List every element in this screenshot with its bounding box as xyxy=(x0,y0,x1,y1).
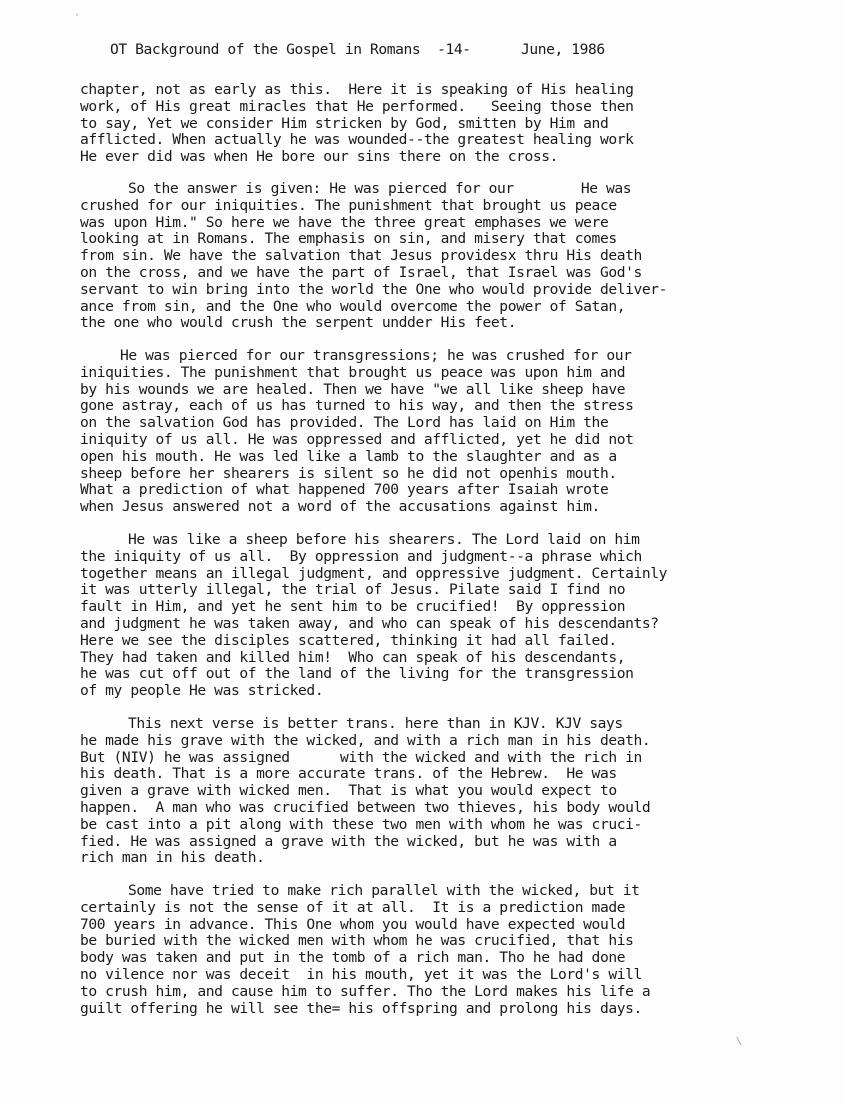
paragraph-1 xyxy=(80,82,634,166)
paragraph-4 xyxy=(80,532,667,700)
text-line: guilt offering he will see the= his offspring and prolong his days. xyxy=(80,999,642,1017)
text-line: together means an illegal judgment, and oppressive judgment. Certainly xyxy=(80,564,668,582)
text-line: to crush him, and cause him to suffer. Tho the Lord makes his life a xyxy=(80,982,651,1000)
text-line: he was cut off out of the land of the living for the transgression xyxy=(80,665,634,683)
paragraph-3 xyxy=(80,348,634,516)
page-number: -14- xyxy=(437,41,471,58)
text-line: servant to win bring into the world the One who would provide deliver- xyxy=(80,280,668,298)
text-line: He was pierced for our transgressions; he was crushed for our xyxy=(120,347,632,364)
page-header xyxy=(110,40,605,60)
text-line: What a prediction of what happened 700 years after Isaiah wrote xyxy=(80,481,609,499)
paragraph-5 xyxy=(80,716,650,867)
paragraph-6 xyxy=(80,883,650,1017)
text-line: his death. That is a more accurate trans. of the Hebrew. He was xyxy=(80,765,617,783)
text-line: when Jesus answered not a word of the accusations against him. xyxy=(80,498,600,516)
text-line: open his mouth. He was led like a lamb to the slaughter and as a xyxy=(80,447,617,465)
paragraph-2 xyxy=(80,181,667,332)
text-line: crushed for our iniquities. The punishment that brought us peace xyxy=(80,196,617,214)
text-line: chapter, not as early as this. Here it is speaking of His healing xyxy=(80,81,634,98)
scan-speck: \ xyxy=(736,1036,742,1047)
text-line: be cast into a pit along with these two men with whom he was cruci- xyxy=(80,815,642,833)
text-line: from sin. We have the salvation that Jesus providesx thru His death xyxy=(80,247,642,265)
document-date: June, 1986 xyxy=(520,41,605,58)
text-line: it was utterly illegal, the trial of Jesus. Pilate said I find no xyxy=(80,581,626,599)
text-line: sheep before her shearers is silent so he did not openhis mouth. xyxy=(80,464,617,482)
text-line: But (NIV) he was assigned with the wicked and with the rich in xyxy=(80,748,642,766)
text-line: He was like a sheep before his shearers. The Lord laid on him xyxy=(128,531,640,548)
text-line: So the answer is given: He was pierced for our He was xyxy=(128,180,632,197)
text-line: fied. He was assigned a grave with the wicked, but he was with a xyxy=(80,832,617,850)
text-line: They had taken and killed him! Who can speak of his descendants, xyxy=(80,648,626,666)
text-line: no vilence nor was deceit in his mouth, yet it was the Lord's will xyxy=(80,965,642,983)
text-line: iniquity of us all. He was oppressed and afflicted, yet he did not xyxy=(80,430,634,448)
text-line: Some have tried to make rich parallel with the wicked, but it xyxy=(128,882,640,899)
text-line: He ever did was when He bore our sins there on the cross. xyxy=(80,148,559,166)
text-line: rich man in his death. xyxy=(80,849,265,867)
document-title: OT Background of the Gospel in Romans xyxy=(110,41,421,58)
text-line: iniquities. The punishment that brought us peace was upon him and xyxy=(80,363,626,381)
text-line: be buried with the wicked men with whom he was crucified, that his xyxy=(80,932,634,950)
text-line: ance from sin, and the One who would overcome the power of Satan, xyxy=(80,297,626,315)
text-line: of my people He was stricked. xyxy=(80,682,324,700)
text-line: by his wounds we are healed. Then we have "we all like sheep have xyxy=(80,380,626,398)
scan-speck: · xyxy=(74,10,80,21)
text-line: 700 years in advance. This One whom you would have expected would xyxy=(80,915,626,933)
text-line: the one who would crush the serpent undder His feet. xyxy=(80,314,517,332)
text-line: given a grave with wicked men. That is what you would expect to xyxy=(80,782,617,800)
text-line: was upon Him." So here we have the three great emphases we were xyxy=(80,213,609,231)
text-line: the iniquity of us all. By oppression and judgment--a phrase which xyxy=(80,547,642,565)
text-line: afflicted. When actually he was wounded--the greatest healing work xyxy=(80,131,634,149)
text-line: body was taken and put in the tomb of a rich man. Tho he had done xyxy=(80,949,626,967)
text-line: fault in Him, and yet he sent him to be crucified! By oppression xyxy=(80,598,626,616)
text-line: gone astray, each of us has turned to his way, and then the stress xyxy=(80,397,634,415)
text-line: happen. A man who was crucified between two thieves, his body would xyxy=(80,798,651,816)
text-line: and judgment he was taken away, and who can speak of his descendants? xyxy=(80,614,659,632)
text-line: work, of His great miracles that He performed. Seeing those then xyxy=(80,97,634,115)
text-line: on the salvation God has provided. The Lord has laid on Him the xyxy=(80,414,609,432)
text-line: to say, Yet we consider Him stricken by God, smitten by Him and xyxy=(80,114,609,132)
text-line: Here we see the disciples scattered, thinking it had all failed. xyxy=(80,631,617,649)
text-line: he made his grave with the wicked, and with a rich man in his death. xyxy=(80,731,651,749)
text-line: on the cross, and we have the part of Israel, that Israel was God's xyxy=(80,263,642,281)
text-line: This next verse is better trans. here than in KJV. KJV says xyxy=(128,715,623,732)
text-line: looking at in Romans. The emphasis on sin, and misery that comes xyxy=(80,230,617,248)
text-line: certainly is not the sense of it at all. It is a prediction made xyxy=(80,898,626,916)
